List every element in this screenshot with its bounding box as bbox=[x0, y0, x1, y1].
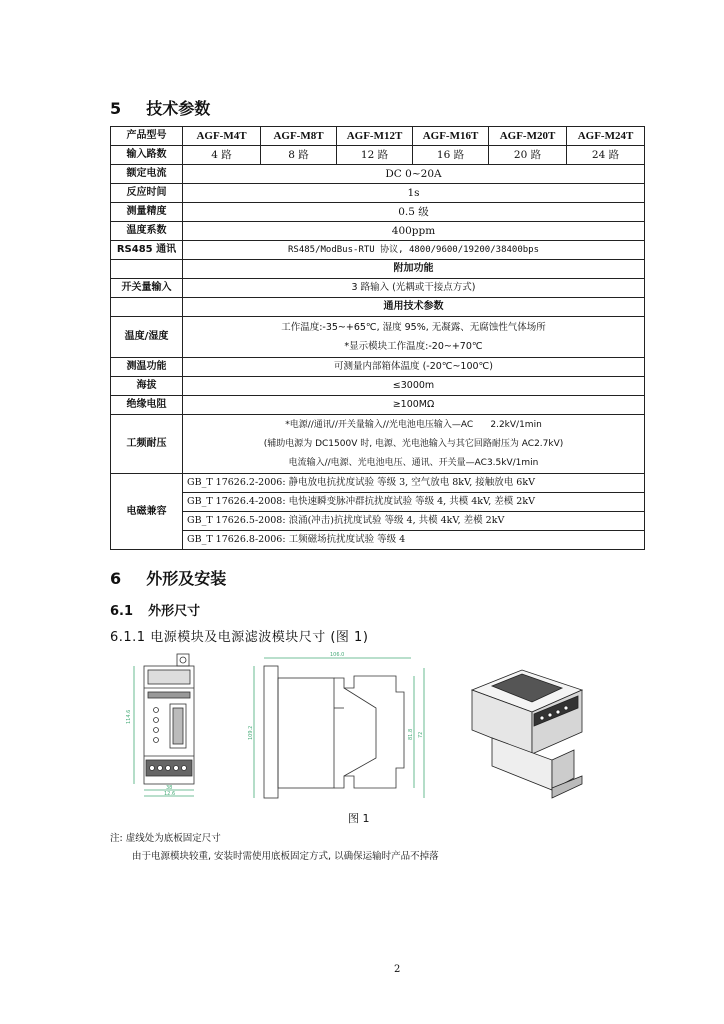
table-row bbox=[111, 317, 645, 358]
section6-heading bbox=[110, 566, 226, 589]
table-row bbox=[111, 184, 645, 203]
accuracy-value: 0.5 级 bbox=[183, 203, 645, 222]
table-row bbox=[111, 241, 645, 260]
tempcoef-label: 温度系数 bbox=[111, 222, 183, 241]
rs485-label: RS485 通讯 bbox=[111, 241, 183, 260]
inputs-cell: 20 路 bbox=[489, 146, 567, 165]
temp-hum-cell bbox=[183, 317, 645, 358]
section61-number: 6.1 bbox=[110, 604, 134, 619]
front-view-drawing bbox=[124, 648, 214, 798]
response-value: 1s bbox=[183, 184, 645, 203]
emc-label: 电磁兼容 bbox=[111, 474, 183, 550]
temp-meas-label: 测温功能 bbox=[111, 358, 183, 377]
section5-title: 技术参数 bbox=[146, 99, 211, 118]
temp-hum-line2: *显示模块工作温度:-20~+70℃ bbox=[344, 341, 483, 352]
side-depth-dim: 72 bbox=[418, 731, 424, 738]
inputs-cell: 4 路 bbox=[183, 146, 261, 165]
temp-hum-line1: 工作温度:-35~+65℃, 湿度 95%, 无凝露、无腐蚀性气体场所 bbox=[281, 322, 546, 333]
table-row bbox=[111, 279, 645, 298]
table-row bbox=[111, 396, 645, 415]
isometric-view-drawing bbox=[462, 660, 594, 800]
table-row bbox=[111, 127, 645, 146]
note-line2: 由于电源模块较重, 安装时需使用底板固定方式, 以确保运输时产品不掉落 bbox=[132, 851, 439, 862]
emc-item: GB_T 17626.8-2006: 工频磁场抗扰度试验 等级 4 bbox=[183, 531, 645, 550]
table-row bbox=[111, 146, 645, 165]
side-view-drawing bbox=[246, 648, 436, 808]
table-row bbox=[111, 474, 645, 493]
model-name: AGF-M16T bbox=[413, 127, 489, 146]
note-line1: 注: 虚线处为底板固定尺寸 bbox=[110, 833, 221, 844]
empty-cell bbox=[111, 260, 183, 279]
temp-hum-label: 温度/湿度 bbox=[111, 317, 183, 358]
table-row bbox=[111, 415, 645, 474]
withstand-line3: 电流输入//电源、光电池电压、通讯、开关量—AC3.5kV/1min bbox=[288, 457, 539, 468]
rated-current-value: DC 0~20A bbox=[183, 165, 645, 184]
table-row bbox=[111, 377, 645, 396]
rated-current-label: 额定电流 bbox=[111, 165, 183, 184]
inputs-cell: 8 路 bbox=[261, 146, 337, 165]
model-name: AGF-M20T bbox=[489, 127, 567, 146]
table-row bbox=[111, 260, 645, 279]
general-params-header: 通用技术参数 bbox=[183, 298, 645, 317]
side-inner-dim: 81.8 bbox=[408, 728, 414, 740]
figure-caption: 图 1 bbox=[348, 812, 370, 825]
altitude-value: ≤3000m bbox=[183, 377, 645, 396]
header-label: 产品型号 bbox=[111, 127, 183, 146]
model-name: AGF-M8T bbox=[261, 127, 337, 146]
insulation-label: 绝缘电阻 bbox=[111, 396, 183, 415]
table-row bbox=[111, 512, 645, 531]
section61-heading bbox=[110, 600, 200, 619]
spec-table bbox=[110, 126, 645, 550]
tempcoef-value: 400ppm bbox=[183, 222, 645, 241]
emc-item: GB_T 17626.5-2008: 浪涌(冲击)抗扰度试验 等级 4, 共模 4kV, 差模 2kV bbox=[183, 512, 645, 531]
emc-item: GB_T 17626.2-2006: 静电放电抗扰度试验 等级 3, 空气放电 8kV, 接触放电 6kV bbox=[183, 474, 645, 493]
table-row bbox=[111, 493, 645, 512]
response-label: 反应时间 bbox=[111, 184, 183, 203]
inputs-cell: 12 路 bbox=[337, 146, 413, 165]
inputs-cell: 24 路 bbox=[567, 146, 645, 165]
table-row bbox=[111, 222, 645, 241]
inputs-label: 输入路数 bbox=[111, 146, 183, 165]
withstand-line2: (辅助电源为 DC1500V 时, 电源、光电池输入与其它回路耐压为 AC2.7kV) bbox=[263, 438, 564, 449]
altitude-label: 海拔 bbox=[111, 377, 183, 396]
front-height-dim: 114.6 bbox=[126, 709, 132, 724]
section6-number: 6 bbox=[110, 569, 122, 588]
table-row bbox=[111, 298, 645, 317]
model-name: AGF-M12T bbox=[337, 127, 413, 146]
rs485-value: RS485/ModBus-RTU 协议, 4800/9600/19200/38400bps bbox=[183, 241, 645, 260]
section6-title: 外形及安装 bbox=[146, 569, 227, 588]
section61-title: 外形尺寸 bbox=[148, 604, 201, 619]
temp-meas-value: 可测量内部箱体温度 (-20℃~100℃) bbox=[183, 358, 645, 377]
side-height-dim: 109.2 bbox=[248, 725, 254, 740]
insulation-value: ≥100MΩ bbox=[183, 396, 645, 415]
table-row bbox=[111, 165, 645, 184]
withstand-label: 工频耐压 bbox=[111, 415, 183, 474]
switch-label: 开关量输入 bbox=[111, 279, 183, 298]
withstand-line1: *电源//通讯//开关量输入//光电池电压输入—AC 2.2kV/1min bbox=[285, 419, 542, 430]
emc-item: GB_T 17626.4-2008: 电快速瞬变脉冲群抗扰度试验 等级 4, 共模 4kV, 差模 2kV bbox=[183, 493, 645, 512]
front-width2-dim: 12.6 bbox=[164, 791, 176, 797]
accuracy-label: 测量精度 bbox=[111, 203, 183, 222]
section611-heading: 6.1.1 电源模块及电源滤波模块尺寸 (图 1) bbox=[110, 630, 369, 645]
switch-value: 3 路输入 (光耦或干接点方式) bbox=[183, 279, 645, 298]
empty-cell bbox=[111, 298, 183, 317]
section5-number: 5 bbox=[110, 99, 122, 118]
side-width-dim: 106.0 bbox=[330, 652, 345, 658]
table-row bbox=[111, 203, 645, 222]
model-name: AGF-M24T bbox=[567, 127, 645, 146]
extra-functions-header: 附加功能 bbox=[183, 260, 645, 279]
front-width1-dim: 38 bbox=[166, 785, 173, 791]
inputs-cell: 16 路 bbox=[413, 146, 489, 165]
model-name: AGF-M4T bbox=[183, 127, 261, 146]
page-number: 2 bbox=[394, 964, 401, 975]
section5-heading bbox=[110, 96, 210, 119]
table-row bbox=[111, 531, 645, 550]
table-row bbox=[111, 358, 645, 377]
withstand-cell bbox=[183, 415, 645, 474]
